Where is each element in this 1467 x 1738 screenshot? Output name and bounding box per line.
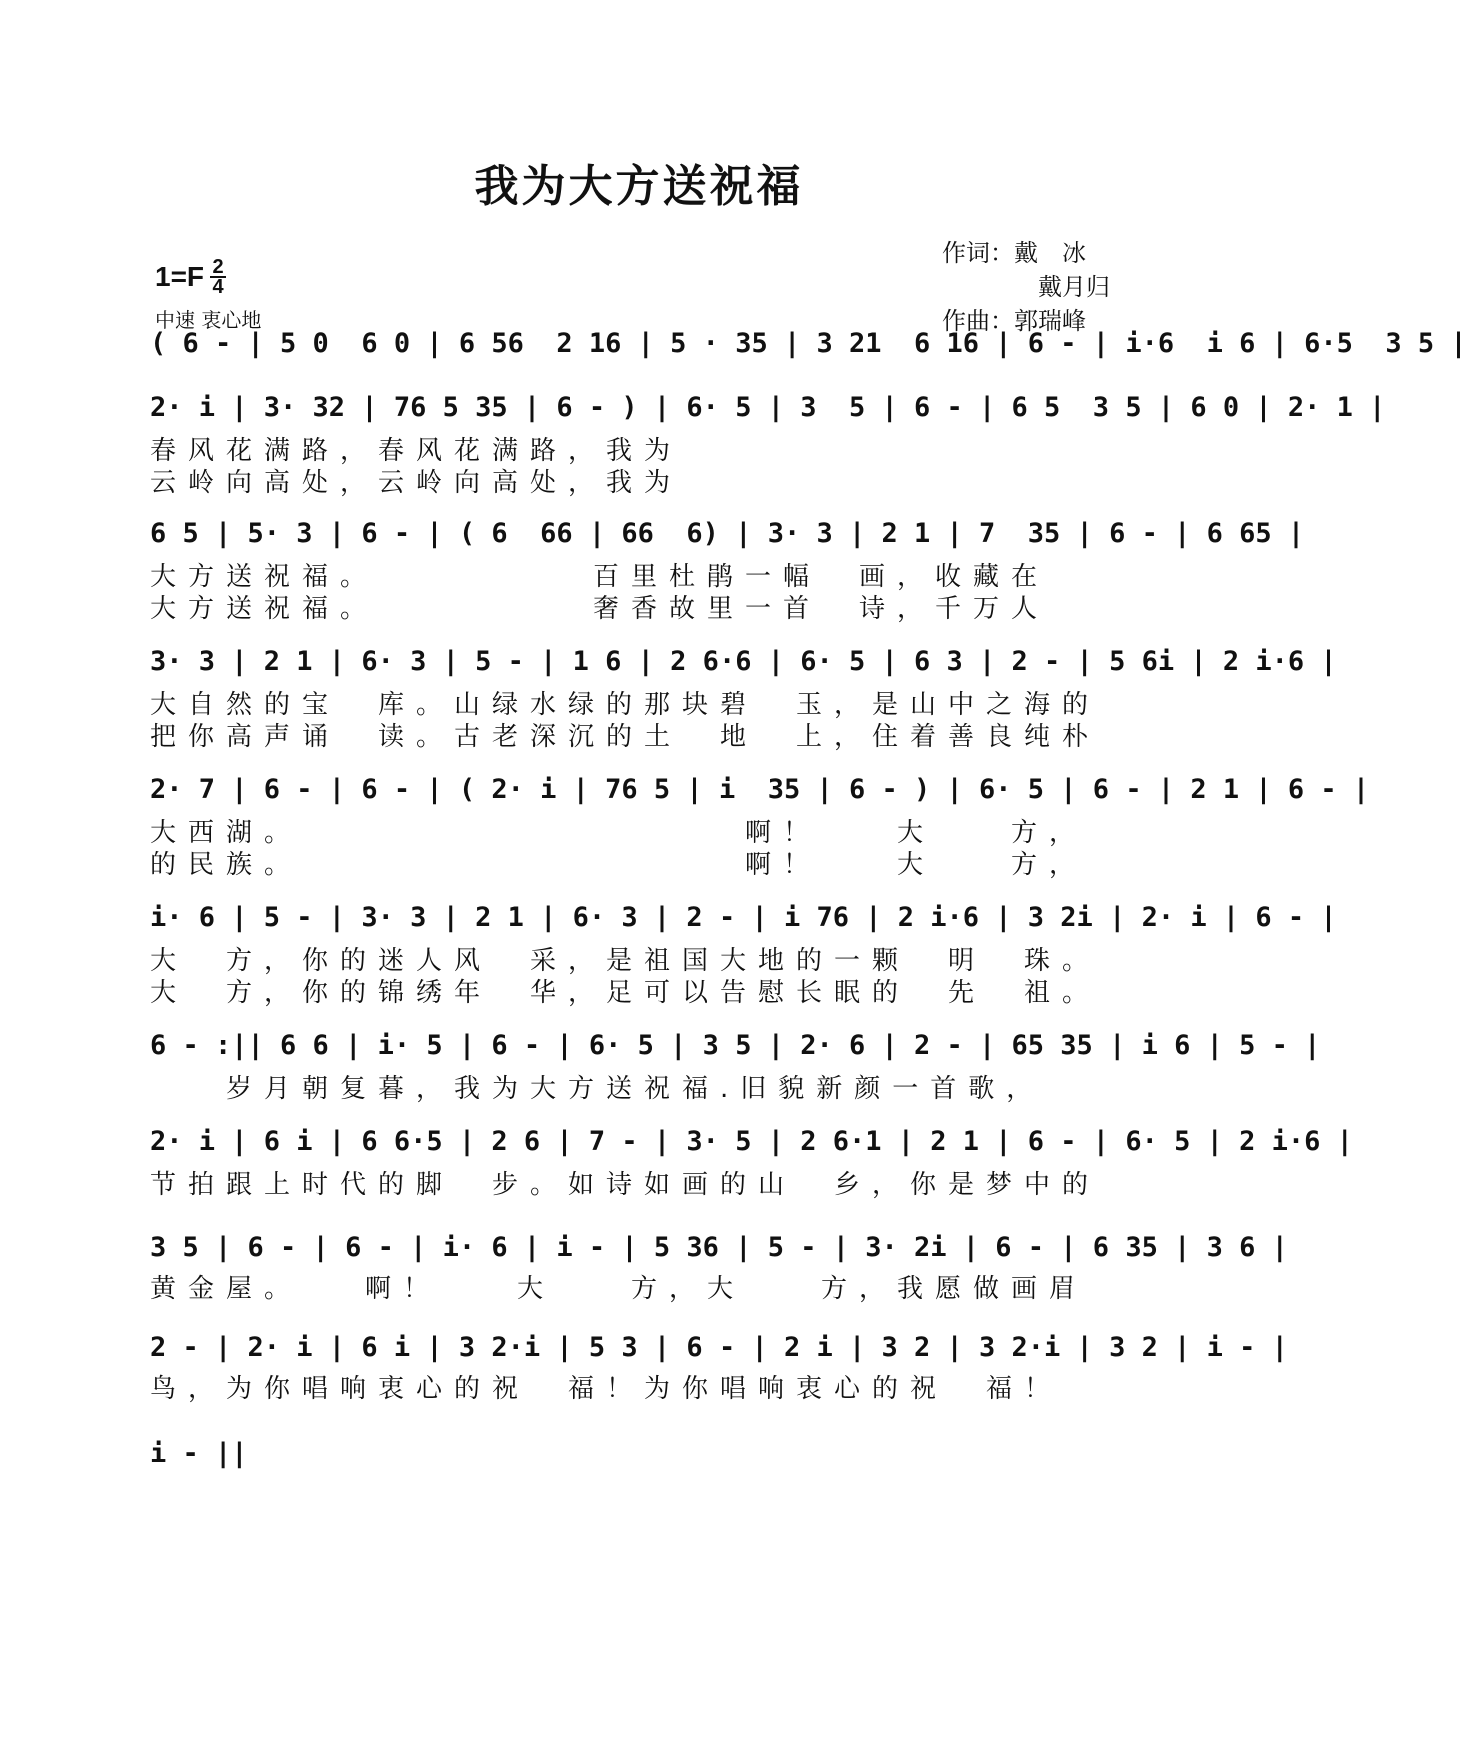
lyrics-row-7: 岁月朝复暮，我为大方送祝福.旧貌新颜一首歌，: [150, 1074, 1045, 1104]
lyrics-row-6-verse-2: 大 方，你的锦绣年 华，足可以告慰长眠的 先 祖。: [150, 978, 1101, 1008]
time-signature: [210, 258, 226, 296]
staff-row-9-notes: 3 5 | 6 - | 6 - | i· 6 | i - | 5 36 | 5 - | 3· 2i | 6 - | 6 35 | 3 6 |: [150, 1232, 1288, 1263]
lyrics-row-5-verse-2: 的民族。 啊！ 大 方，: [150, 850, 1088, 880]
lyrics-row-3-verse-2: 大方送祝福。 奢香故里一首 诗，千万人: [150, 594, 1050, 624]
staff-row-4-notes: 3· 3 | 2 1 | 6· 3 | 5 - | 1 6 | 2 6·6 | 6· 5 | 6 3 | 2 - | 5 6i | 2 i·6 |: [150, 646, 1337, 677]
staff-row-7-notes: 6 - :|| 6 6 | i· 5 | 6 - | 6· 5 | 3 5 | 2· 6 | 2 - | 65 35 | i 6 | 5 - |: [150, 1030, 1321, 1061]
staff-row-5-notes: 2· 7 | 6 - | 6 - | ( 2· i | 76 5 | i 35 | 6 - ) | 6· 5 | 6 - | 2 1 | 6 - |: [150, 774, 1370, 805]
song-title: 我为大方送祝福: [474, 161, 804, 212]
staff-row-11-notes: i - ||: [150, 1438, 248, 1469]
lyricist: 作词：戴 冰: [942, 239, 1086, 267]
lyrics-row-10: 鸟，为你唱响衷心的祝 福！为你唱响衷心的祝 福！: [150, 1374, 1063, 1404]
composer: 作曲：郭瑞峰: [942, 307, 1086, 335]
lyrics-row-2-verse-1: 春风花满路，春风花满路，我为: [150, 436, 683, 466]
time-sig-bottom: 4: [212, 276, 224, 298]
lyrics-row-5-verse-1: 大西湖。 啊！ 大 方，: [150, 818, 1088, 848]
credits: [942, 236, 1110, 338]
lyrics-row-8: 节拍跟上时代的脚 步。如诗如画的山 乡，你是梦中的: [150, 1170, 1101, 1200]
staff-row-2-notes: 2· i | 3· 32 | 76 5 35 | 6 - ) | 6· 5 | 3 5 | 6 - | 6 5 3 5 | 6 0 | 2· 1 |: [150, 392, 1386, 423]
staff-row-3-notes: 6 5 | 5· 3 | 6 - | ( 6 66 | 66 6) | 3· 3 | 2 1 | 7 35 | 6 - | 6 65 |: [150, 518, 1305, 549]
staff-row-10-notes: 2 - | 2· i | 6 i | 3 2·i | 5 3 | 6 - | 2 i | 3 2 | 3 2·i | 3 2 | i - |: [150, 1332, 1288, 1363]
lyrics-row-6-verse-1: 大 方，你的迷人风 采，是祖国大地的一颗 明 珠。: [150, 946, 1101, 976]
lyrics-row-2-verse-2: 云岭向高处，云岭向高处，我为: [150, 468, 683, 498]
lyrics-row-4-verse-1: 大自然的宝 库。山绿水绿的那块碧 玉，是山中之海的: [150, 690, 1101, 720]
staff-row-1-notes: ( 6 - | 5 0 6 0 | 6 56 2 16 | 5 · 35 | 3 21 6 16 | 6 - | i·6 i 6 | 6·5 3 5 |: [150, 328, 1467, 359]
lyrics-row-4-verse-2: 把你高声诵 读。古老深沉的土 地 上，住着善良纯朴: [150, 722, 1101, 752]
staff-row-8-notes: 2· i | 6 i | 6 6·5 | 2 6 | 7 - | 3· 5 | 2 6·1 | 2 1 | 6 - | 6· 5 | 2 i·6 |: [150, 1126, 1353, 1157]
lyrics-row-9: 黄金屋。 啊！ 大 方，大 方，我愿做画眉: [150, 1274, 1088, 1304]
lyrics-row-3-verse-1: 大方送祝福。 百里杜鹃一幅 画，收藏在: [150, 562, 1050, 592]
time-sig-top: 2: [212, 256, 224, 278]
lyricist-second: 戴月归: [1038, 273, 1110, 301]
key-label: 1=F: [155, 261, 205, 292]
key-signature: [155, 258, 226, 296]
tempo-marking: 中速 衷心地: [155, 308, 262, 332]
staff-row-6-notes: i· 6 | 5 - | 3· 3 | 2 1 | 6· 3 | 2 - | i 76 | 2 i·6 | 3 2i | 2· i | 6 - |: [150, 902, 1337, 933]
